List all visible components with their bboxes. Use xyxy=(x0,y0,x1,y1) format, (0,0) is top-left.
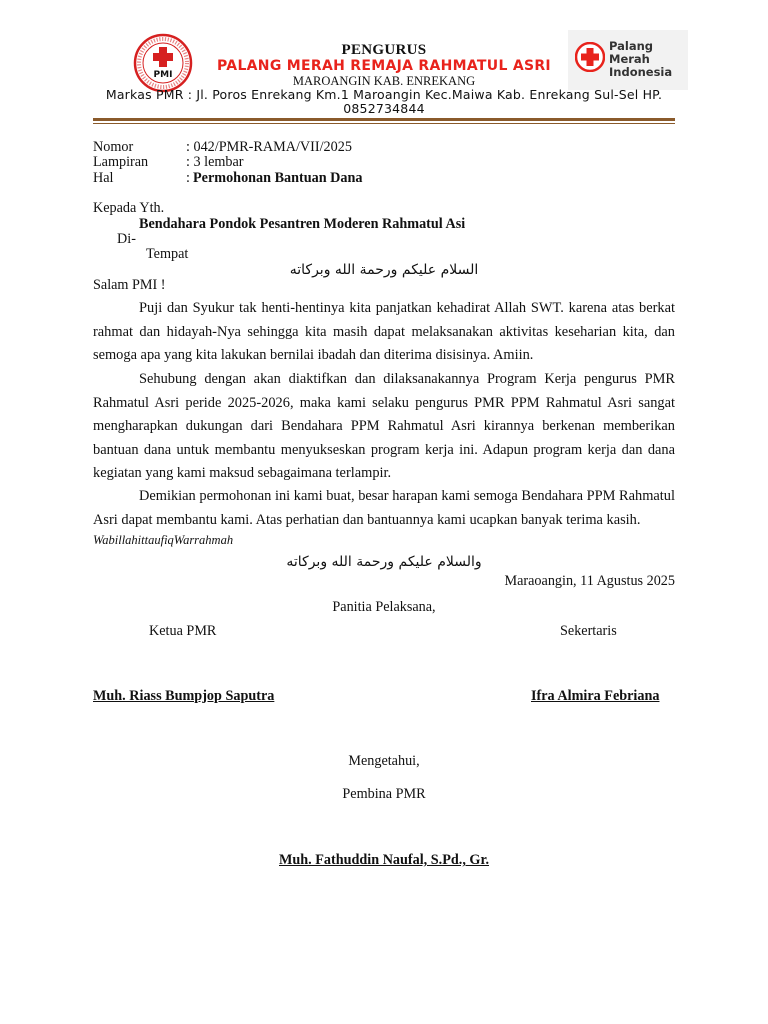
lampiran-label: Lampiran xyxy=(93,154,149,170)
place-date: Maraoangin, 11 Agustus 2025 xyxy=(504,573,675,589)
recipient-kepada: Kepada Yth. xyxy=(93,200,165,216)
acknowledge-name: Muh. Fathuddin Naufal, S.Pd., Gr. xyxy=(279,852,489,868)
hal-value: Permohonan Bantuan Dana xyxy=(193,170,363,186)
hal-colon: : xyxy=(186,170,190,186)
greeting-arabic: السلام عليكم ورحمة الله وبركاته xyxy=(289,262,479,278)
acknowledge-label: Mengetahui, xyxy=(348,753,420,769)
recipient-tempat: Tempat xyxy=(146,246,189,262)
committee-label: Panitia Pelaksana, xyxy=(332,599,436,615)
salam: Salam PMI ! xyxy=(93,277,166,293)
nomor-label: Nomor xyxy=(93,139,134,155)
header-rule-thick xyxy=(93,118,675,121)
paragraph-3: Demikian permohonan ini kami buat, besar harapan kami semoga Bendahara PPM Rahmatul Asri dapat membantu kami. Atas perhatian dan bantuannya kami ucapkan banyak terima kasih. xyxy=(93,488,675,528)
paragraph-1: Puji dan Syukur tak henti-hentinya kita panjatkan kehadirat Allah SWT. karena atas berkat rahmat dan hidayah-Nya sehingga kita masih dapat melaksanakan aktivitas keseharian kita, dan semoga apa yang kita lakukan bernilai ibadah dan diterima disisinya. Amiin. xyxy=(93,300,675,363)
recipient-name: Bendahara Pondok Pesantren Moderen Rahmatul Asi xyxy=(139,216,466,232)
closing-italic: WabillahittaufiqWarrahmah xyxy=(93,533,234,547)
header-title: PENGURUS xyxy=(341,42,427,58)
header-address: Markas PMR : Jl. Poros Enrekang Km.1 Maroangin Kec.Maiwa Kab. Enrekang Sul-Sel HP. 0852734844 xyxy=(105,87,663,116)
header-organization: PALANG MERAH REMAJA RAHMATUL ASRI xyxy=(217,58,551,74)
brand-line: Palang xyxy=(609,39,654,53)
brand-line: Indonesia xyxy=(609,65,673,79)
left-signer-role: Ketua PMR xyxy=(149,623,217,639)
pmi-logo-text: PMI xyxy=(153,70,173,80)
header-rule-thin xyxy=(93,123,675,124)
acknowledge-role: Pembina PMR xyxy=(342,786,426,802)
right-signer-name: Ifra Almira Febriana xyxy=(531,688,660,704)
paragraph-2: Sehubung dengan akan diaktifkan dan dilaksanakannya Program Kerja pengurus PMR Rahmatul Asri peride 2025-2026, maka kami selaku pengurus PMR PPM Rahmatul Asri sangat mengharapkan dukungan dari Bendahara PPM Rahmatul Asri kirannya berkenan memberikan bantuan dana untuk membantu menyukseskan program kerja ini. Adapun program kerja dan dana kegiatan yang kami maksud sebagaimana terlampir. xyxy=(93,371,675,481)
hal-label: Hal xyxy=(93,170,114,186)
header-location: MAROANGIN KAB. ENREKANG xyxy=(292,74,476,88)
right-signer-role: Sekertaris xyxy=(560,623,617,639)
left-signer-name: Muh. Riass Bumpjop Saputra xyxy=(93,688,275,704)
recipient-di: Di- xyxy=(117,231,136,247)
nomor-value: : 042/PMR-RAMA/VII/2025 xyxy=(186,139,352,155)
lampiran-value: : 3 lembar xyxy=(186,154,244,170)
brand-line: Merah xyxy=(609,52,650,66)
closing-arabic: والسلام عليكم ورحمة الله وبركاته xyxy=(286,554,482,570)
